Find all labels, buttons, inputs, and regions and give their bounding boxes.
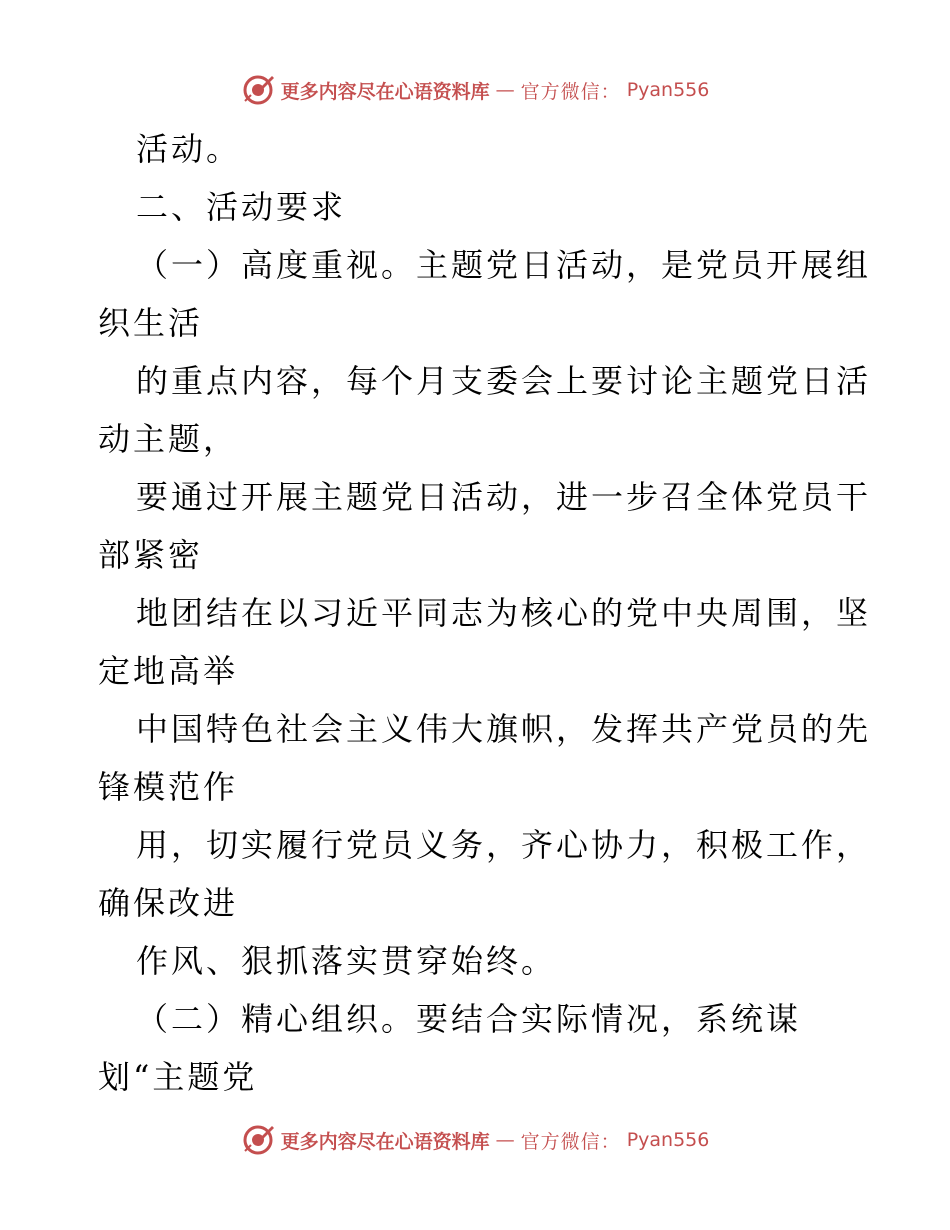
header-site-text: 更多内容尽在心语资料库	[280, 80, 490, 103]
body-line: （二）精心组织。要结合实际情况，系统谋	[136, 1000, 802, 1038]
body-line: 作风、狠抓落实贯穿始终。	[136, 942, 557, 980]
body-line: 用，切实履行党员义务，齐心协力，积极工作，	[136, 826, 872, 864]
section-heading: 二、活动要求	[136, 188, 347, 226]
header-banner	[0, 70, 950, 110]
body-line: （一）高度重视。主题党日活动，是党员开展组	[136, 246, 872, 284]
body-line: 锋模范作	[98, 768, 239, 806]
header-wechat-label: 官方微信：	[520, 80, 621, 103]
body-line: 确保改进	[98, 884, 239, 922]
header-wechat-id: Pyan556	[626, 79, 710, 101]
footer-separator: —	[495, 1129, 515, 1151]
footer-wechat-id: Pyan556	[626, 1129, 710, 1151]
body-line: 部紧密	[98, 536, 204, 574]
footer-site-text: 更多内容尽在心语资料库	[280, 1130, 490, 1153]
body-line: 定地高举	[98, 652, 239, 690]
body-line: 动主题，	[98, 420, 239, 458]
footer-wechat-label: 官方微信：	[520, 1130, 621, 1153]
body-line: 的重点内容，每个月支委会上要讨论主题党日活	[136, 362, 872, 400]
body-line: 要通过开展主题党日活动，进一步召全体党员干	[136, 478, 872, 516]
pen-logo-icon	[241, 1123, 275, 1157]
header-separator: —	[495, 79, 515, 101]
body-line: 中国特色社会主义伟大旗帜，发挥共产党员的先	[136, 710, 872, 748]
body-line: 划“主题党	[98, 1058, 258, 1096]
body-line: 地团结在以习近平同志为核心的党中央周围，坚	[136, 594, 872, 632]
body-line: 活动。	[136, 130, 242, 168]
body-line: 织生活	[98, 304, 204, 342]
pen-logo-icon	[241, 73, 275, 107]
footer-banner	[0, 1120, 950, 1160]
